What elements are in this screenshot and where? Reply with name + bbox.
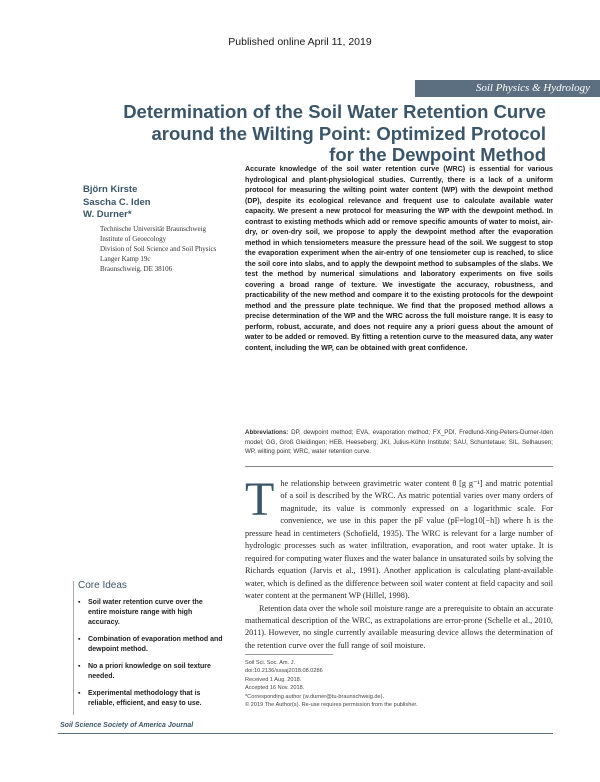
author-name: Sascha C. Iden — [83, 196, 151, 208]
body-paragraph — [245, 473, 553, 603]
title-line: Determination of the Soil Water Retention Curve — [123, 101, 546, 122]
meta-line: *Corresponding author (w.durner@tu-braunschweig.de). — [245, 693, 385, 700]
abstract: Accurate knowledge of the soil water retention curve (WRC) is essential for various hydrological and plant-physiological studies. Currently, there is a lack of a uniform protocol for measuring the wilting point water content (WP) with the dewpoint method (DP), despite its ecological relevance and frequent use to calculate available water capacity. We present a new protocol for measuring the WP with the dewpoint method. In contrast to existing methods which add or remove specific amounts of water to moist, air-dry, or oven-dry soil, we propose to apply the dewpoint method after the evaporation method in which tensiometers measure the pressure head of the soil. We suggest to stop the evaporation experiment when the air-entry of one tensiometer cup is reached, to slice the soil core into slabs, and to apply the dewpoint method to subsamples of the slabs. We test the method by numerical simulations and laboratory experiments on five soils covering a broad range of texture. We investigate the accuracy, robustness, and practicability of the new method and compare it to the existing protocols for the dewpoint method and the pressure plate technique. We find that the proposed method allows a precise determination of the WP and the WRC across the full moisture range. It is easy to perform, robust, accurate, and does not require any a priori guess about the amount of water to be added or removed. By fitting a retention curve to the measured data, any water content, including the WP, can be obtained with great confidence. — [245, 165, 553, 352]
author-name: W. Durner* — [83, 209, 132, 220]
article-title — [76, 101, 546, 166]
body-text — [245, 473, 553, 652]
meta-line: Soil Sci. Soc. Am. J. — [245, 660, 296, 666]
journal-footer: Soil Science Society of America Journal — [60, 722, 194, 729]
abbreviations — [245, 428, 553, 457]
published-date: Published online April 11, 2019 — [228, 36, 372, 48]
meta-line: Accepted 16 Nov. 2018. — [245, 685, 305, 692]
divider — [245, 466, 553, 467]
core-ideas-title: Core Ideas — [78, 580, 127, 591]
core-idea-item: ▪ Combination of evaporation method and dewpoint method. — [78, 635, 223, 655]
affiliation-line: Braunschweig, DE 38106 — [100, 264, 173, 273]
author-block — [83, 184, 243, 274]
core-idea-item: ▪ No a priori knowledge on soil texture needed. — [78, 662, 223, 682]
title-line: for the Dewpoint Method — [329, 144, 546, 165]
affiliation-line: Langer Kamp 19c — [100, 254, 151, 263]
abbreviations-label: Abbreviations: — [245, 429, 289, 436]
meta-line: doi:10.2136/sssaj2018.08.0286 — [245, 668, 323, 675]
core-idea-item: ▪ Experimental methodology that is reliable, efficient, and easy to use. — [78, 689, 223, 709]
footer-rule — [58, 733, 553, 734]
affiliation — [83, 224, 243, 274]
core-idea-item: ▪ Soil water retention curve over the entire moisture range with high accuracy. — [78, 598, 223, 628]
meta-line: © 2019 The Author(s). Re-use requires permission from the publisher. — [245, 702, 418, 709]
meta-line: Received 1 Aug. 2018. — [245, 676, 302, 683]
paragraph-text: he relationship between gravimetric water content θ [g g⁻¹] and matric potential of a soil is described by the WRC. As matric potential varies over many orders of magnitude, its value is commonly expressed on a logarithmic scale. For convenience, we use in this paper the pF value (pF=log10[−h]) where h is the pressure head in centimeters (Schofield, 1935). The WRC is relevant for a large number of hydrologic processes such as water infiltration, evaporation, and root water uptake. It is required for computing water fluxes and the water balance in unsaturated soils by solving the Richards equation (Jarvis et al., 1991). Another application is calculating plant-available water, which is defined as the difference between soil water content at field capacity and soil water content at the permanent WP (Hillel, 1998). — [245, 479, 553, 601]
affiliation-line: Division of Soil Science and Soil Physics — [100, 244, 217, 253]
article-meta — [245, 659, 553, 709]
affiliation-line: Institute of Geoecology — [100, 234, 167, 243]
divider — [245, 654, 333, 655]
abbreviations-text: DP, dewpoint method; EVA, evaporation method; FX_PDI, Fredlund-Xing-Peters-Durner-Iden model; GG, Groß Gleidingen; HEB, Heeseberg; JKI, Julius-Kühn Institute; SAU, Schuntetaue; SIL, Selhausen; WP, wilting point; WRC, water retention curve. — [245, 429, 553, 456]
drop-cap: T — [245, 473, 275, 526]
body-paragraph: Retention data over the whole soil moisture range are a prerequisite to obtain an accurate mathematical description of the WRC, as extrapolations are error-prone (Schelle et al., 2010, 2011). However, no single currently available measuring device allows the determination of the retention curve over the full range of soil moisture. — [245, 603, 553, 650]
affiliation-line: Technische Universität Braunschweig — [100, 224, 207, 233]
core-ideas-list — [78, 598, 223, 716]
title-line: around the Wilting Point: Optimized Protocol — [151, 122, 546, 144]
section-banner: Soil Physics & Hydrology — [415, 80, 600, 97]
author-name: Björn Kirste — [83, 184, 138, 195]
